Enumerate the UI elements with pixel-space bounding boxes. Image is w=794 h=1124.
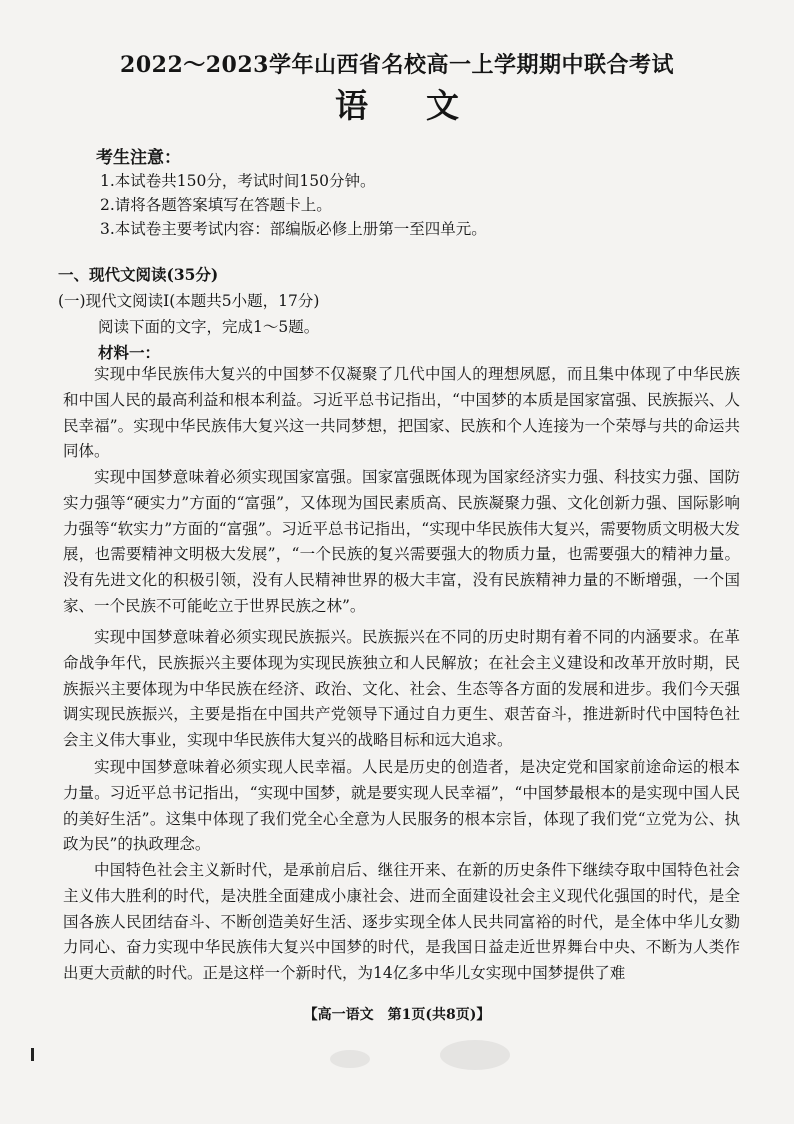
section-heading: 一、现代文阅读(35分) — [58, 265, 219, 284]
exam-title: 2022～2023学年山西省名校高一上学期期中联合考试 — [120, 52, 674, 78]
notice-item: 2.请将各题答案填写在答题卡上。 — [100, 196, 332, 214]
notice-item: 3.本试卷主要考试内容：部编版必修上册第一至四单元。 — [100, 220, 487, 238]
material-label: 材料一： — [98, 343, 161, 362]
notice-item: 1.本试卷共150分，考试时间150分钟。 — [100, 172, 376, 190]
page-footer: 【高一语文 第1页(共8页)】 — [303, 1007, 491, 1023]
scan-artifact — [440, 1040, 510, 1070]
paragraph: 中国特色社会主义新时代，是承前启后、继往开来、在新的历史条件下继续夺取中国特色社会主义伟大胜利的时代，是决胜全面建成小康社会、进而全面建设社会主义现代化强国的时代，是全国各族人民团结奋斗、不断创造美好生活、逐步实现全体人民共同富裕的时代，是全体中华儿女勠力同心、奋力实现中华民族伟大复兴中国梦的时代，是我国日益走近世界舞台中央、不断为人类作出更大贡献的时代。正是这样一个新时代，为14亿多中华儿女实现中国梦提供了难 — [63, 861, 740, 983]
scan-edge-mark — [31, 1048, 34, 1061]
paragraph: 实现中国梦意味着必须实现国家富强。国家富强既体现为国家经济实力强、科技实力强、国防实力强等“硬实力”方面的“富强”，又体现为国民素质高、民族凝聚力强、文化创新力强、国际影响力强等“软实力”方面的“富强”。习近平总书记指出，“实现中华民族伟大复兴，需要物质文明极大发展，也需要精神文明极大发展”，“一个民族的复兴需要强大的物质力量，也需要强大的精神力量。没有先进文化的积极引领，没有人民精神世界的极大丰富，没有民族精神力量的不断增强，一个国家、一个民族不可能屹立于世界民族之林”。 — [63, 468, 740, 615]
section-subheading: (一)现代文阅读Ⅰ(本题共5小题，17分) — [58, 292, 320, 310]
reading-instruction: 阅读下面的文字，完成1～5题。 — [98, 318, 320, 336]
paragraph: 实现中国梦意味着必须实现民族振兴。民族振兴在不同的历史时期有着不同的内涵要求。在革命战争年代，民族振兴主要体现为实现民族独立和人民解放；在社会主义建设和改革开放时期，民族振兴主要体现为中华民族在经济、政治、文化、社会、生态等各方面的发展和进步。我们今天强调实现民族振兴，主要是指在中国共产党领导下通过自力更生、艰苦奋斗，推进新时代中国特色社会主义伟大事业，实现中华民族伟大复兴的战略目标和远大追求。 — [63, 628, 740, 750]
paragraph: 实现中华民族伟大复兴的中国梦不仅凝聚了几代中国人的理想夙愿，而且集中体现了中华民族和中国人民的最高利益和根本利益。习近平总书记指出，“中国梦的本质是国家富强、民族振兴、人民幸福”。实现中华民族伟大复兴这一共同梦想，把国家、民族和个人连接为一个荣辱与共的命运共同体。 — [63, 365, 740, 461]
exam-subject: 语文 — [335, 86, 517, 125]
paragraph: 实现中国梦意味着必须实现人民幸福。人民是历史的创造者，是决定党和国家前途命运的根本力量。习近平总书记指出，“实现中国梦，就是要实现人民幸福”，“中国梦最根本的是实现中国人民的美好生活”。这集中体现了我们党全心全意为人民服务的根本宗旨，体现了我们党“立党为公、执政为民”的执政理念。 — [63, 758, 740, 854]
scan-artifact — [330, 1050, 370, 1068]
notice-heading: 考生注意： — [96, 148, 181, 168]
